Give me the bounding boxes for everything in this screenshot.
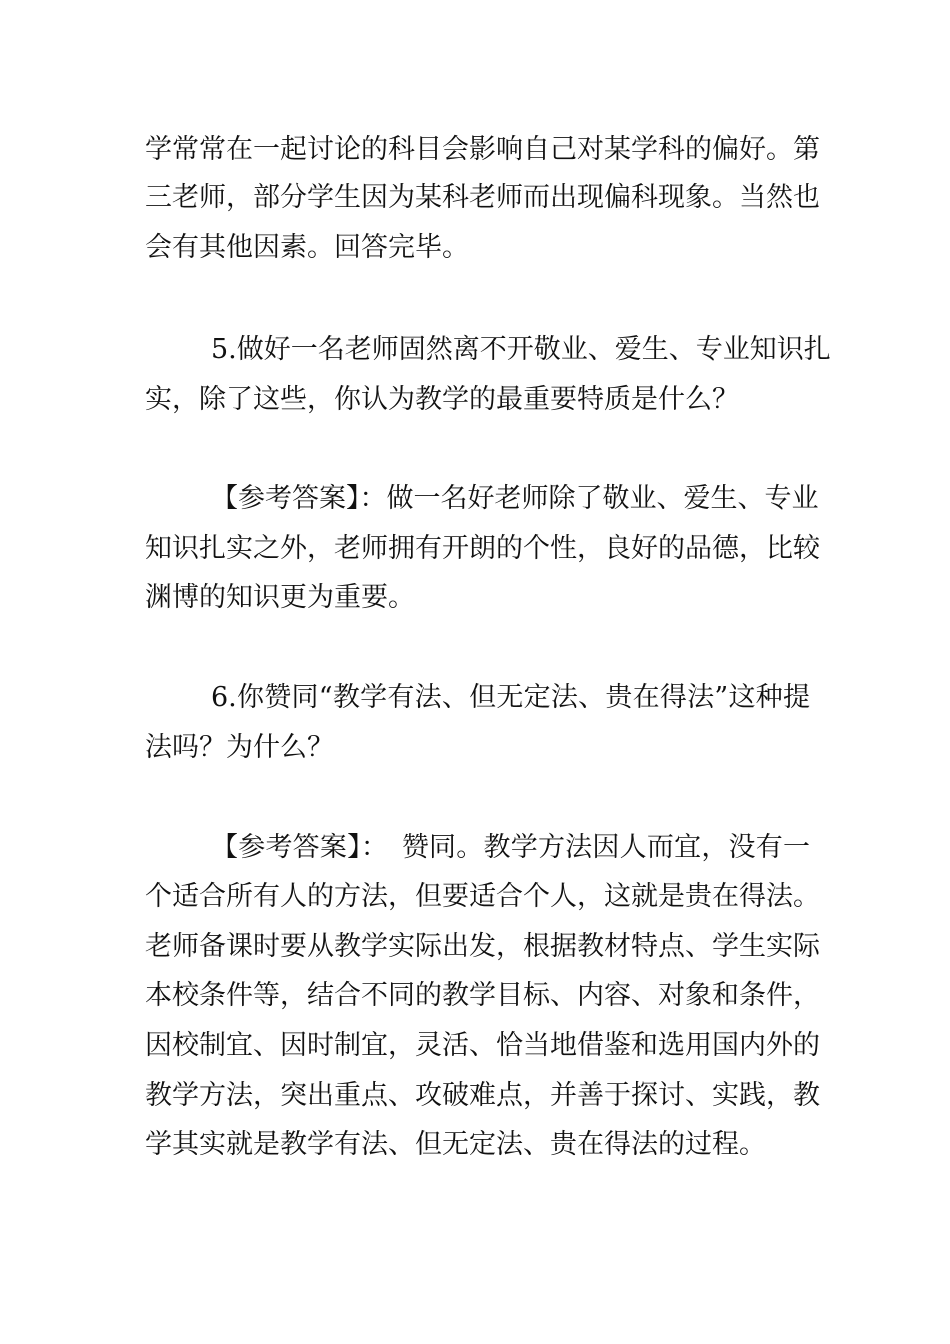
answer-6-line: 本校条件等，结合不同的教学目标、内容、对象和条件，: [145, 980, 820, 1011]
question-5-line: 5.做好一名老师固然离不开敬业、爱生、专业知识扎: [211, 334, 831, 365]
question-6-line: 法吗？为什么？: [145, 732, 334, 763]
answer-6-line: 【参考答案】： 赞同。教学方法因人而宜，没有一: [211, 832, 810, 863]
answer-6-line: 教学方法，突出重点、攻破难点，并善于探讨、实践，教: [145, 1080, 820, 1111]
answer-6-line: 老师备课时要从教学实际出发，根据教材特点、学生实际: [145, 931, 820, 962]
answer-6-line: 因校制宜、因时制宜，灵活、恰当地借鉴和选用国内外的: [145, 1030, 820, 1061]
question-5-line: 实，除了这些，你认为教学的最重要特质是什么？: [145, 384, 739, 415]
paragraph-line: 学常常在一起讨论的科目会影响自己对某学科的偏好。第: [145, 134, 820, 165]
answer-6-line: 学其实就是教学有法、但无定法、贵在得法的过程。: [145, 1129, 766, 1160]
paragraph-line: 三老师，部分学生因为某科老师而出现偏科现象。当然也: [145, 182, 820, 213]
question-6-line: 6.你赞同“教学有法、但无定法、贵在得法”这种提: [211, 682, 810, 713]
answer-6-line: 个适合所有人的方法，但要适合个人，这就是贵在得法。: [145, 881, 820, 912]
answer-5-line: 知识扎实之外，老师拥有开朗的个性，良好的品德，比较: [145, 533, 820, 564]
paragraph-line: 会有其他因素。回答完毕。: [145, 232, 469, 263]
answer-5-line: 渊博的知识更为重要。: [145, 582, 415, 613]
answer-5-line: 【参考答案】：做一名好老师除了敬业、爱生、专业: [211, 483, 819, 514]
